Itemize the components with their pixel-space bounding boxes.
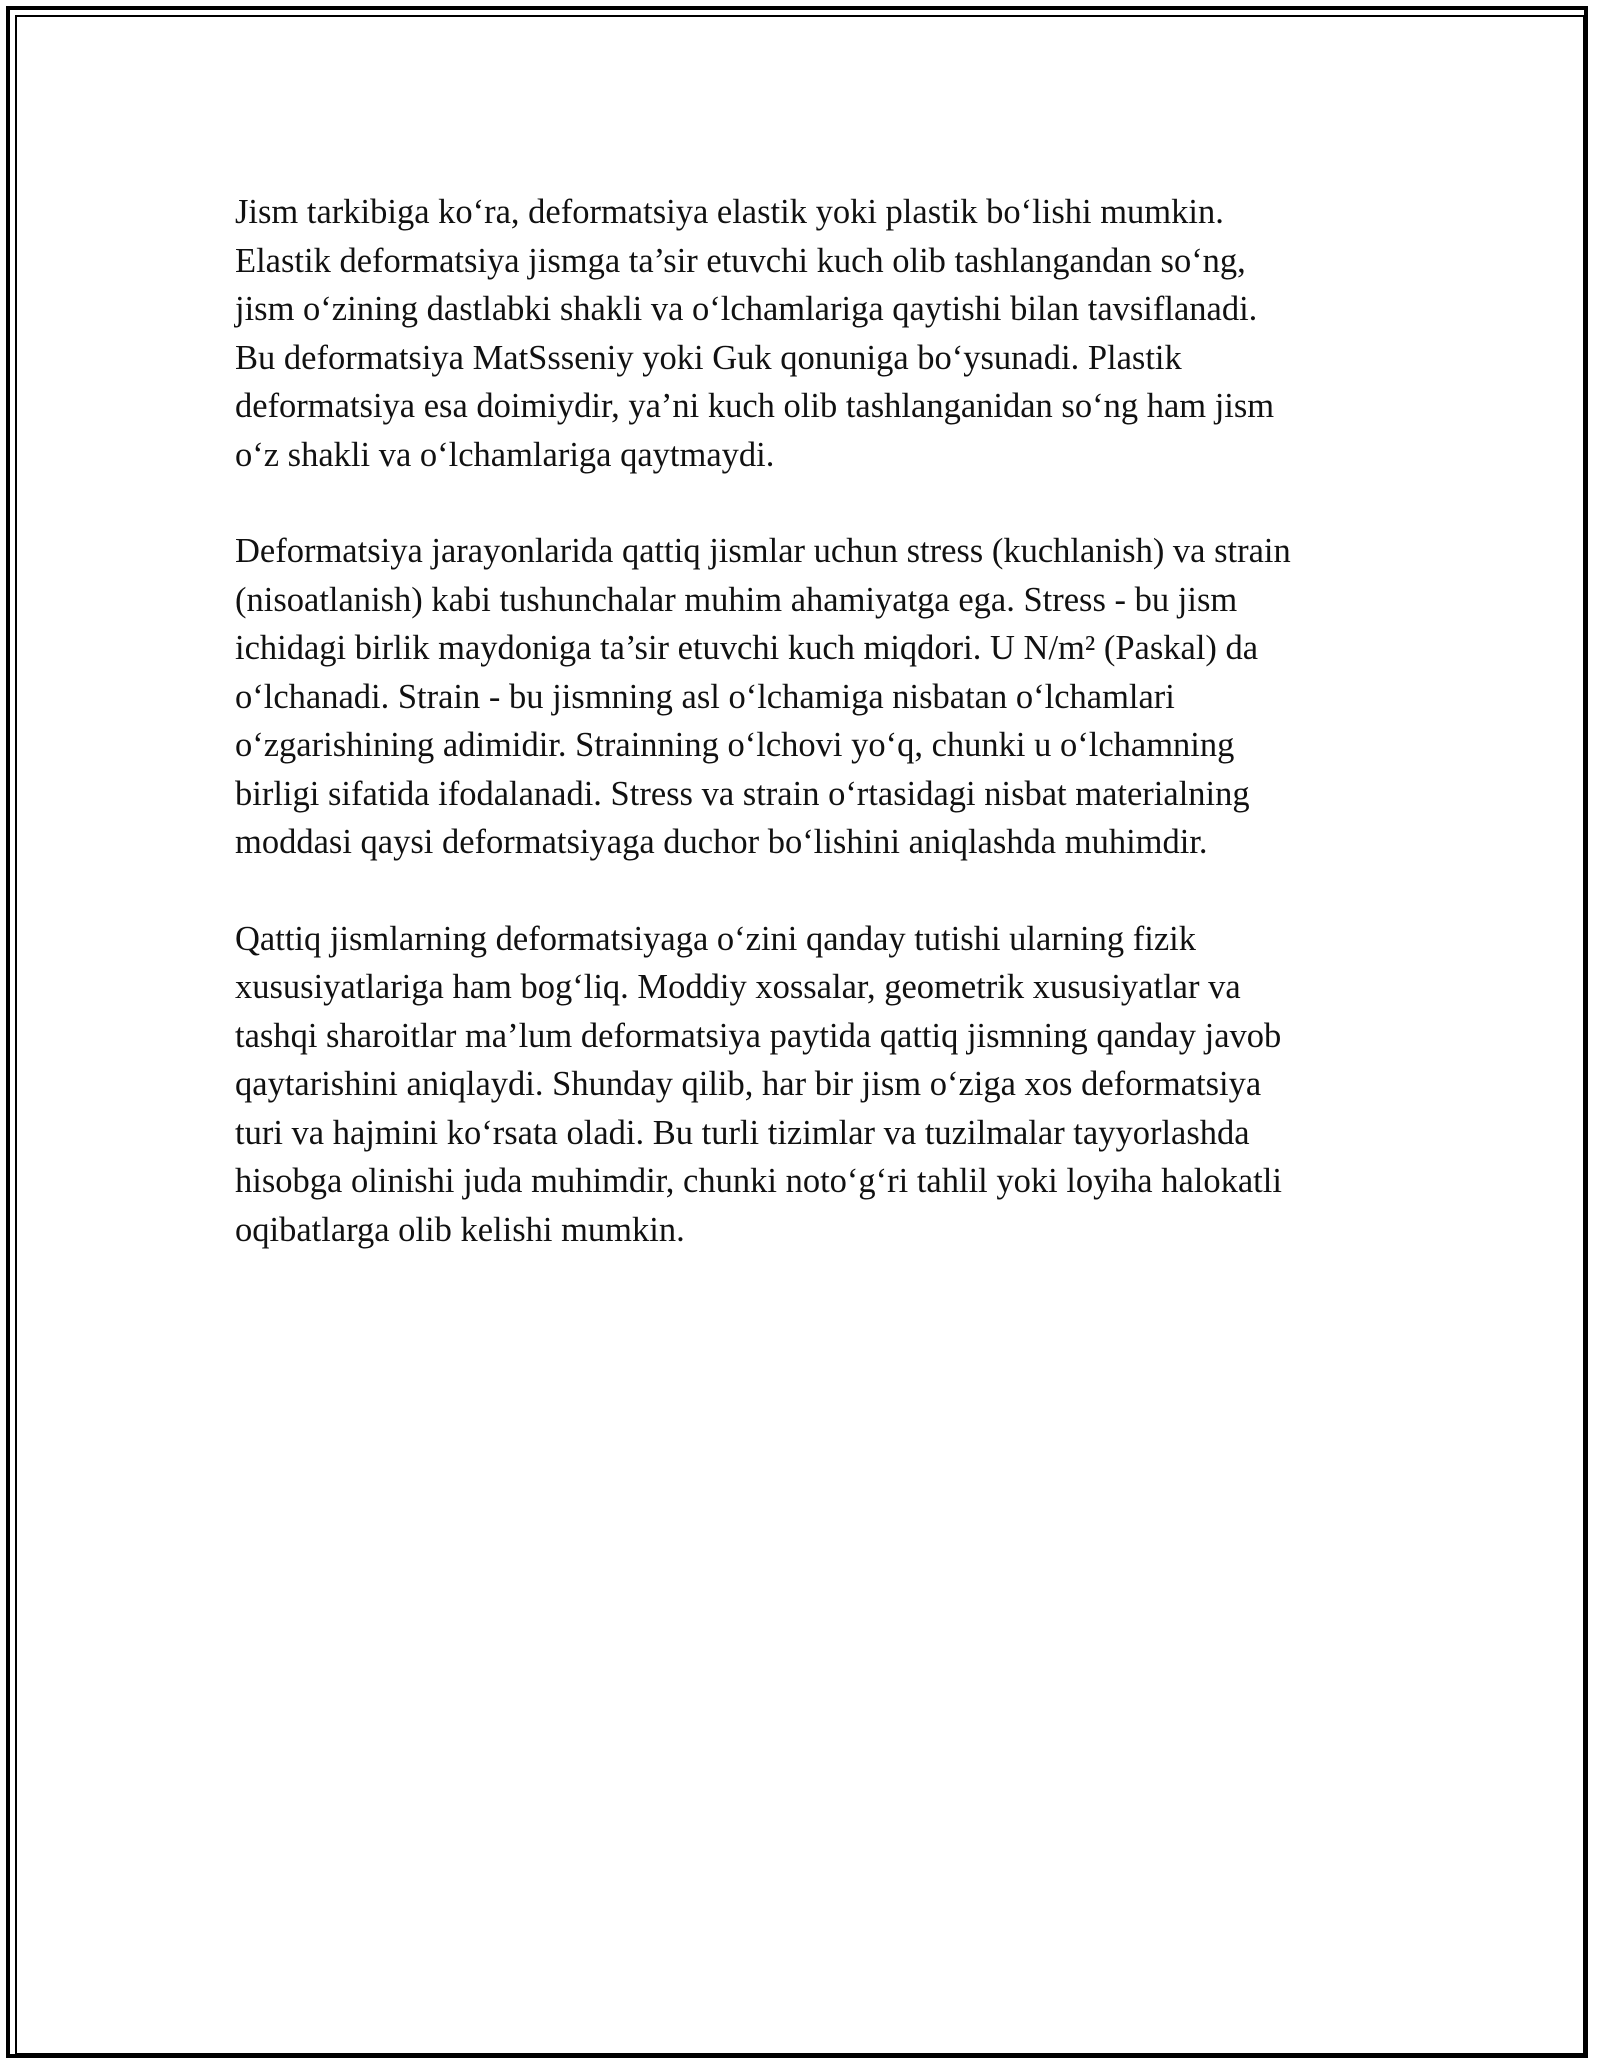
- text-line: qaytarishini aniqlaydi. Shunday qilib, har bir jism o‘ziga xos deformatsiya: [235, 1065, 1262, 1103]
- paragraph-stress-strain: [235, 527, 1365, 867]
- text-line: hisobga olinishi juda muhimdir, chunki noto‘g‘ri tahlil yoki loyiha halokatli: [235, 1162, 1282, 1200]
- paragraph-solid-behavior: [235, 915, 1365, 1255]
- text-line: Jism tarkibiga ko‘ra, deformatsiya elastik yoki plastik bo‘lishi mumkin.: [235, 193, 1224, 231]
- text-line: deformatsiya esa doimiydir, ya’ni kuch olib tashlanganidan so‘ng ham jism: [235, 387, 1275, 425]
- text-line: ichidagi birlik maydoniga ta’sir etuvchi kuch miqdori. U N/m² (Paskal) da: [235, 629, 1259, 667]
- text-line: birligi sifatida ifodalanadi. Stress va strain o‘rtasidagi nisbat materialning: [235, 774, 1250, 813]
- text-line: jism o‘zining dastlabki shakli va o‘lchamlariga qaytishi bilan tavsiflanadi.: [235, 290, 1258, 328]
- text-line: moddasi qaysi deformatsiyaga duchor bo‘lishini aniqlashda muhimdir.: [235, 823, 1208, 861]
- document-body: [235, 188, 1365, 1302]
- text-line: o‘lchanadi. Strain - bu jismning asl o‘lchamiga nisbatan o‘lchamlari: [235, 677, 1175, 716]
- text-line: (nisoatlanish) kabi tushunchalar muhim ahamiyatga ega. Stress - bu jism: [235, 580, 1238, 619]
- text-line: xususiyatlariga ham bog‘liq. Moddiy xossalar, geometrik xususiyatlar va: [235, 968, 1241, 1006]
- text-line: tashqi sharoitlar ma’lum deformatsiya paytida qattiq jismning qanday javob: [235, 1016, 1282, 1055]
- text-line: o‘z shakli va o‘lchamlariga qaytmaydi.: [235, 435, 775, 474]
- text-line: Deformatsiya jarayonlarida qattiq jismlar uchun stress (kuchlanish) va strain: [235, 532, 1291, 570]
- text-line: o‘zgarishining adimidir. Strainning o‘lchovi yo‘q, chunki u o‘lchamning: [235, 726, 1235, 764]
- paragraph-elastic-plastic: [235, 188, 1365, 479]
- text-line: oqibatlarga olib kelishi mumkin.: [235, 1210, 685, 1249]
- text-line: Elastik deformatsiya jismga ta’sir etuvchi kuch olib tashlangandan so‘ng,: [235, 241, 1246, 280]
- text-line: Qattiq jismlarning deformatsiyaga o‘zini qanday tutishi ularning fizik: [235, 919, 1196, 958]
- text-line: Bu deformatsiya MatSsseniy yoki Guk qonuniga bo‘ysunadi. Plastik: [235, 338, 1182, 377]
- text-line: turi va hajmini ko‘rsata oladi. Bu turli tizimlar va tuzilmalar tayyorlashda: [235, 1113, 1250, 1152]
